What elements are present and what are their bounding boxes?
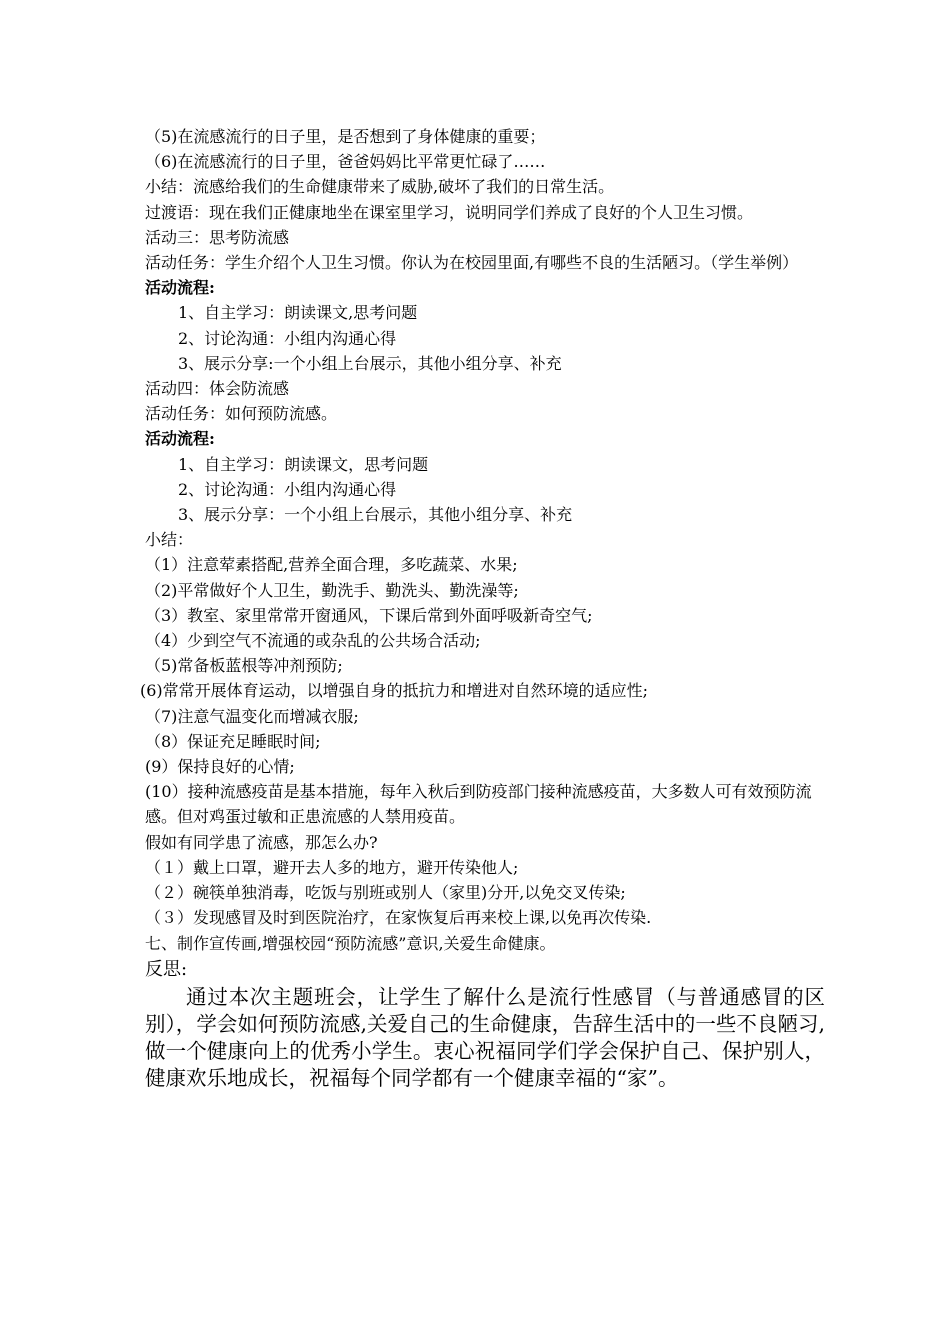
reflection-title: 反思: [145,958,188,980]
section-seven: 七、制作宣传画,增强校园“预防流感”意识,关爱生命健康。 [145,933,556,953]
activity-heading: 活动四：体会防流感 [145,379,290,399]
list-item: （4）少到空气不流通的或杂乱的公共场合活动; [145,631,481,651]
summary-heading: 小结： [145,530,194,550]
reflection-paragraph: 通过本次主题班会，让学生了解什么是流行性感冒（与普通感冒的区别），学会如何预防流感,关爱自己的生命健康，告辞生活中的一些不良陋习,做一个健康向上的优秀小学生。衷心祝福同学们学会保护自己、保护别人，健康欢乐地成长，祝福每个同学都有一个健康幸福的“家”。 [145,984,825,1090]
list-item: （1）注意荤素搭配,营养全面合理，多吃蔬菜、水果; [145,555,518,575]
activity-flow-heading: 活动流程: [145,278,215,298]
list-item: （8）保证充足睡眠时间; [145,731,321,751]
question-line: 假如有同学患了流感，那怎么办? [145,832,378,852]
text-line: （6)在流感流行的日子里，爸爸妈妈比平常更忙碌了…… [145,152,546,172]
document-body [140,124,825,1092]
summary-line: 小结：流感给我们的生命健康带来了威胁,破坏了我们的日常生活。 [145,177,615,197]
list-item: (10）接种流感疫苗是基本措施，每年入秋后到防疫部门接种流感疫苗，大多数人可有效预防流感。但对鸡蛋过敏和正患流感的人禁用疫苗。 [145,782,812,827]
list-item: （１）戴上口罩，避开去人多的地方，避开传染他人; [145,857,519,877]
transition-paragraph: 过渡语：现在我们正健康地坐在课室里学习，说明同学们养成了良好的个人卫生习惯。 [145,202,754,222]
flow-step: 1、自主学习：朗读课文,思考问题 [178,303,418,323]
flow-step: 1、自主学习：朗读课文，思考问题 [178,454,429,474]
list-item: (6)常常开展体育运动，以增强自身的抵抗力和增进对自然环境的适应性; [140,681,649,701]
flow-step: 2、讨论沟通：小组内沟通心得 [178,328,397,348]
flow-step: 3、展示分享:一个小组上台展示，其他小组分享、补充 [178,353,562,373]
text-line: （5)在流感流行的日子里，是否想到了身体健康的重要； [145,127,546,146]
flow-step: 3、展示分享：一个小组上台展示，其他小组分享、补充 [178,505,573,525]
flow-step: 2、讨论沟通：小组内沟通心得 [178,479,397,499]
list-item: （２）碗筷单独消毒，吃饭与别班或别人（家里)分开,以免交叉传染; [145,883,626,903]
list-item: （7)注意气温变化而增减衣服; [145,706,359,726]
activity-flow-heading: 活动流程: [145,429,215,449]
list-item: （5)常备板蓝根等冲剂预防; [145,656,343,676]
activity-task: 活动任务：如何预防流感。 [145,404,338,424]
list-item: (9）保持良好的心情; [145,757,295,777]
list-item: （2)平常做好个人卫生，勤洗手、勤洗头、勤洗澡等; [145,580,519,600]
activity-task: 活动任务：学生介绍个人卫生习惯。你认为在校园里面,有哪些不良的生活陋习。（学生举例） [145,253,799,273]
activity-heading: 活动三：思考防流感 [145,227,290,247]
list-item: （3）教室、家里常常开窗通风，下课后常到外面呼吸新奇空气; [145,605,593,625]
list-item: （３）发现感冒及时到医院治疗，在家恢复后再来校上课,以免再次传染. [145,908,652,928]
